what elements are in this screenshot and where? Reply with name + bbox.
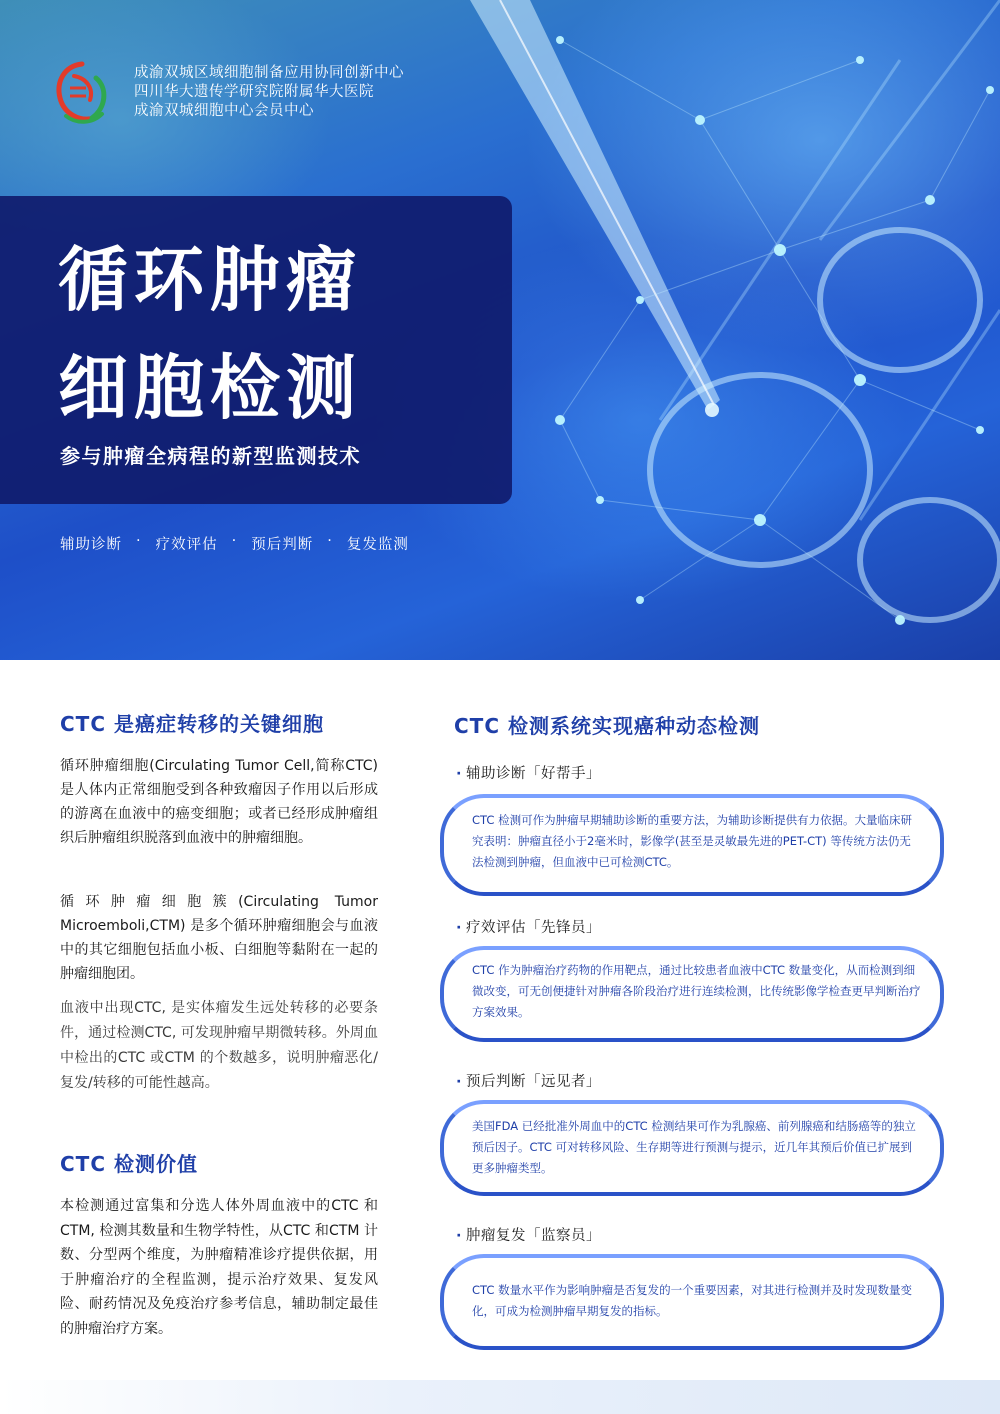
paragraph-ctc-value: 本检测通过富集和分选人体外周血液中的CTC 和CTM, 检测其数量和生物学特性，从CTC 和CTM 计数、分型两个维度，为肿瘤精准诊疗提供依据，用于肿瘤治疗的全程监测，提示治疗效果、复发风险、耐药情况及免疫治疗参考信息，辅助制定最佳的肿瘤治疗方案。 xyxy=(60,1198,378,1337)
tag-recurrence: 复发监测 xyxy=(346,537,409,553)
hero-banner xyxy=(0,0,1000,660)
footer-gradient xyxy=(0,1380,1000,1414)
section-title-ctc-key: CTC 是癌症转移的关键细胞 xyxy=(60,712,324,736)
tag-diagnosis: 辅助诊断 xyxy=(60,537,122,553)
card-text-efficacy: CTC 作为肿瘤治疗药物的作用靶点，通过比较患者血液中CTC 数量变化，从而检测到细微改变，可无创便捷针对肿瘤各阶段治疗进行连续检测，比传统影像学检查更早判断治疗方案效果。 xyxy=(472,963,921,1019)
section-title-dynamic-detection: CTC 检测系统实现癌种动态检测 xyxy=(454,714,760,738)
org-name-3: 成渝双城细胞中心会员中心 xyxy=(134,103,314,119)
section-title-ctc-value: CTC 检测价值 xyxy=(60,1152,198,1176)
bullet-dot: · xyxy=(456,920,463,936)
item-head-text: 预后判断「远见者」 xyxy=(466,1074,602,1090)
feature-tags xyxy=(60,533,423,554)
item-head-diagnosis xyxy=(456,762,601,783)
title-line-1: 循环肿瘤 xyxy=(58,239,362,321)
tag-separator: · xyxy=(136,533,142,549)
item-head-text: 疗效评估「先锋员」 xyxy=(466,920,602,936)
tag-prognosis: 预后判断 xyxy=(251,537,314,553)
hospital-logo-icon xyxy=(52,58,110,128)
card-text-prognosis: 美国FDA 已经批准外周血中的CTC 检测结果可作为乳腺癌、前列腺癌和结肠癌等的独立预后因子。CTC 可对转移风险、生存期等进行预测与提示，近几年其预后价值已扩展到更多肿瘤类型。 xyxy=(472,1119,916,1175)
org-name-1: 成渝双城区域细胞制备应用协同创新中心 xyxy=(134,65,404,81)
bullet-dot: · xyxy=(456,1074,463,1090)
title-line-2: 细胞检测 xyxy=(58,347,362,429)
tag-separator: · xyxy=(327,533,333,549)
bullet-dot: · xyxy=(456,1228,463,1244)
item-head-efficacy xyxy=(456,916,601,937)
card-text-recurrence: CTC 数量水平作为影响肿瘤是否复发的一个重要因素，对其进行检测并及时发现数量变化，可成为检测肿瘤早期复发的指标。 xyxy=(472,1283,913,1318)
page-title xyxy=(58,226,362,442)
page-subtitle: 参与肿瘤全病程的新型监测技术 xyxy=(60,444,361,468)
organization-list xyxy=(134,64,404,121)
paragraph-ctc-metastasis: 血液中出现CTC, 是实体瘤发生远处转移的必要条件，通过检测CTC, 可发现肿瘤早期微转移。外周血中检出的CTC 或CTM 的个数越多，说明肿瘤恶化/复发/转移的可能性越高。 xyxy=(60,1000,378,1091)
card-text-diagnosis: CTC 检测可作为肿瘤早期辅助诊断的重要方法，为辅助诊断提供有力依据。大量临床研究表明：肿瘤直径小于2毫米时，影像学(甚至是灵敏最先进的PET-CT) 等传统方法仍无法检测到肿瘤，但血液中已可检测CTC。 xyxy=(472,813,913,869)
item-head-text: 肿瘤复发「监察员」 xyxy=(466,1228,602,1244)
tag-efficacy: 疗效评估 xyxy=(155,537,218,553)
paragraph-ctc-definition: 循环肿瘤细胞(Circulating Tumor Cell,简称CTC) 是人体内正常细胞受到各种致瘤因子作用以后形成的游离在血液中的癌变细胞；或者已经形成肿瘤组织后肿瘤组织脱落到血液中的肿瘤细胞。 xyxy=(60,758,378,846)
item-head-recurrence xyxy=(456,1224,601,1245)
org-name-2: 四川华大遗传学研究院附属华大医院 xyxy=(134,84,374,100)
item-head-text: 辅助诊断「好帮手」 xyxy=(466,766,602,782)
paragraph-ctm-definition: 循环肿瘤细胞簇(Circulating Tumor Microemboli,CTM) 是多个循环肿瘤细胞会与血液中的其它细胞包括血小板、白细胞等黏附在一起的肿瘤细胞团。 xyxy=(60,894,378,982)
tag-separator: · xyxy=(231,533,238,549)
item-head-prognosis xyxy=(456,1070,601,1091)
bullet-dot: · xyxy=(456,766,463,782)
